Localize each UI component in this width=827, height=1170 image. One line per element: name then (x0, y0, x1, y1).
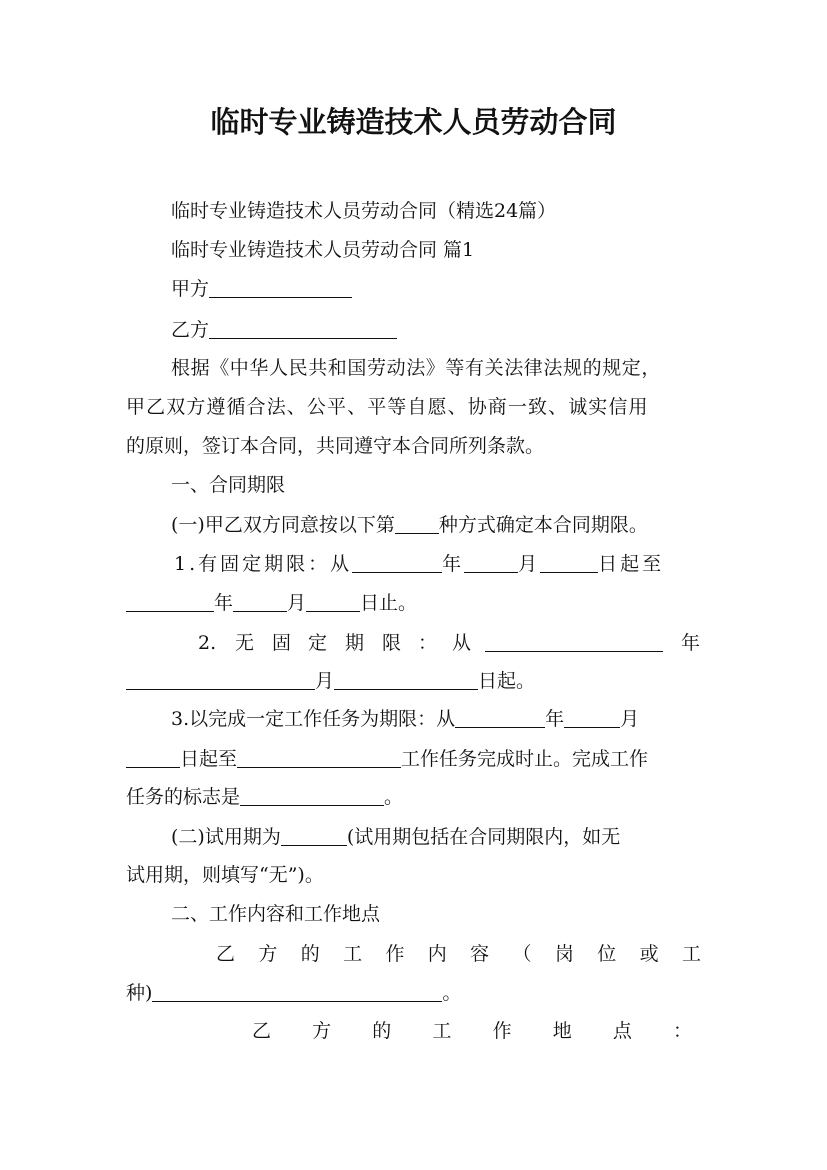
clause-text: 年 (681, 632, 701, 654)
justified-char: 方 (312, 1020, 332, 1042)
justified-char: 乙 (216, 943, 236, 965)
clause-text: (试用期包括在合同期限内，如无 (346, 826, 621, 848)
clause-text: 种方式确定本合同期限。 (438, 514, 648, 536)
justified-char: 的 (300, 943, 320, 965)
justified-char: ： (672, 1020, 692, 1042)
justified-char: 工 (681, 943, 701, 965)
clause-text: 定 (308, 632, 328, 654)
blank-field (237, 749, 401, 768)
clause-text: 从 (452, 632, 472, 654)
clause-text: 种) (126, 982, 153, 1004)
clause-text: (二)试用期为 (171, 826, 281, 848)
party-b-blank (209, 320, 397, 339)
blank-field (233, 593, 287, 612)
justified-char: 地 (552, 1020, 572, 1042)
clause-line (0, 700, 827, 738)
clause-text: 。 (442, 982, 462, 1004)
justified-char: 内 (427, 943, 447, 965)
clause-text: 任务的标志是 (126, 786, 241, 808)
justified-line (216, 935, 701, 973)
blank-field (306, 593, 360, 612)
clause-text: 年 (442, 553, 465, 575)
blank-field (352, 554, 442, 573)
clause-line (0, 974, 827, 1012)
party-b-line (0, 311, 827, 349)
blank-field (240, 787, 384, 806)
justified-char: 点 (612, 1020, 632, 1042)
justified-char: 容 (470, 943, 490, 965)
blank-field (455, 709, 545, 728)
clause-text: 年 (545, 708, 565, 730)
party-a-label: 甲方 (171, 278, 210, 300)
clause-text: 3.以完成一定工作任务为期限：从 (171, 708, 456, 730)
blank-field (334, 671, 478, 690)
clause-text: 工作任务完成时止。完成工作 (401, 748, 649, 770)
clause-text: 期 (345, 632, 365, 654)
justified-char: 工 (343, 943, 363, 965)
paragraph-line: 根据《中华人民共和国劳动法》等有关法律法规的规定， (171, 357, 662, 379)
article-heading: 临时专业铸造技术人员劳动合同 篇1 (171, 239, 475, 261)
clause-text: 月 (287, 592, 307, 614)
party-a-blank (209, 279, 352, 298)
clause-line (0, 818, 827, 856)
party-a-line (0, 270, 827, 308)
clause-text: 日起至 (598, 553, 665, 575)
clause-text: 日起。 (478, 670, 536, 692)
blank-field (564, 709, 620, 728)
justified-char: 工 (432, 1020, 452, 1042)
paragraph-line: 甲乙双方遵循合法、公平、平等自愿、协商一致、诚实信用 (126, 396, 649, 418)
blank-field (540, 554, 598, 573)
justified-char: 的 (372, 1020, 392, 1042)
clause-line (0, 545, 827, 583)
blank-field (464, 554, 518, 573)
blank-field (485, 633, 663, 652)
clause-text: 年 (214, 592, 234, 614)
blank-field (126, 671, 315, 690)
clause-line (0, 778, 827, 816)
clause-text: 月 (620, 708, 640, 730)
clause-line: 试用期，则填写“无”)。 (126, 864, 324, 886)
blank-field (281, 827, 347, 846)
clause-text: 月 (315, 670, 335, 692)
section-heading: 一、合同期限 (171, 474, 286, 496)
party-b-label: 乙方 (171, 319, 210, 341)
justified-char: 乙 (252, 1020, 272, 1042)
document-title: 临时专业铸造技术人员劳动合同 (210, 105, 617, 139)
clause-line (0, 740, 827, 778)
justified-char: 方 (258, 943, 278, 965)
clause-text: 日止。 (360, 592, 418, 614)
justified-char: （ (512, 943, 532, 965)
clause-text: 月 (518, 553, 541, 575)
clause-text: 。 (384, 786, 404, 808)
clause-text: (一)甲乙双方同意按以下第 (171, 514, 395, 536)
blank-field (395, 515, 439, 534)
justified-line (252, 1012, 692, 1050)
blank-field (152, 983, 442, 1002)
clause-text: 无 (235, 632, 255, 654)
justified-char: 作 (492, 1020, 512, 1042)
clause-text: 固 (272, 632, 292, 654)
clause-line (0, 662, 827, 700)
clause-text: 限 (382, 632, 402, 654)
justified-char: 作 (385, 943, 405, 965)
blank-field (126, 749, 180, 768)
clause-line (0, 506, 827, 544)
subtitle-line: 临时专业铸造技术人员劳动合同（精选24篇） (171, 200, 557, 222)
justified-char: 岗 (554, 943, 574, 965)
section-heading: 二、工作内容和工作地点 (171, 903, 381, 925)
paragraph-line: 的原则，签订本合同，共同遵守本合同所列条款。 (126, 435, 545, 457)
clause-line (0, 584, 827, 622)
clause-text: 2. (198, 632, 217, 654)
clause-text: 1.有固定期限：从 (174, 553, 353, 575)
justified-char: 或 (639, 943, 659, 965)
justified-char: 位 (597, 943, 617, 965)
clause-text: ： (418, 632, 438, 654)
clause-text: 日起至 (180, 748, 238, 770)
blank-field (126, 593, 214, 612)
